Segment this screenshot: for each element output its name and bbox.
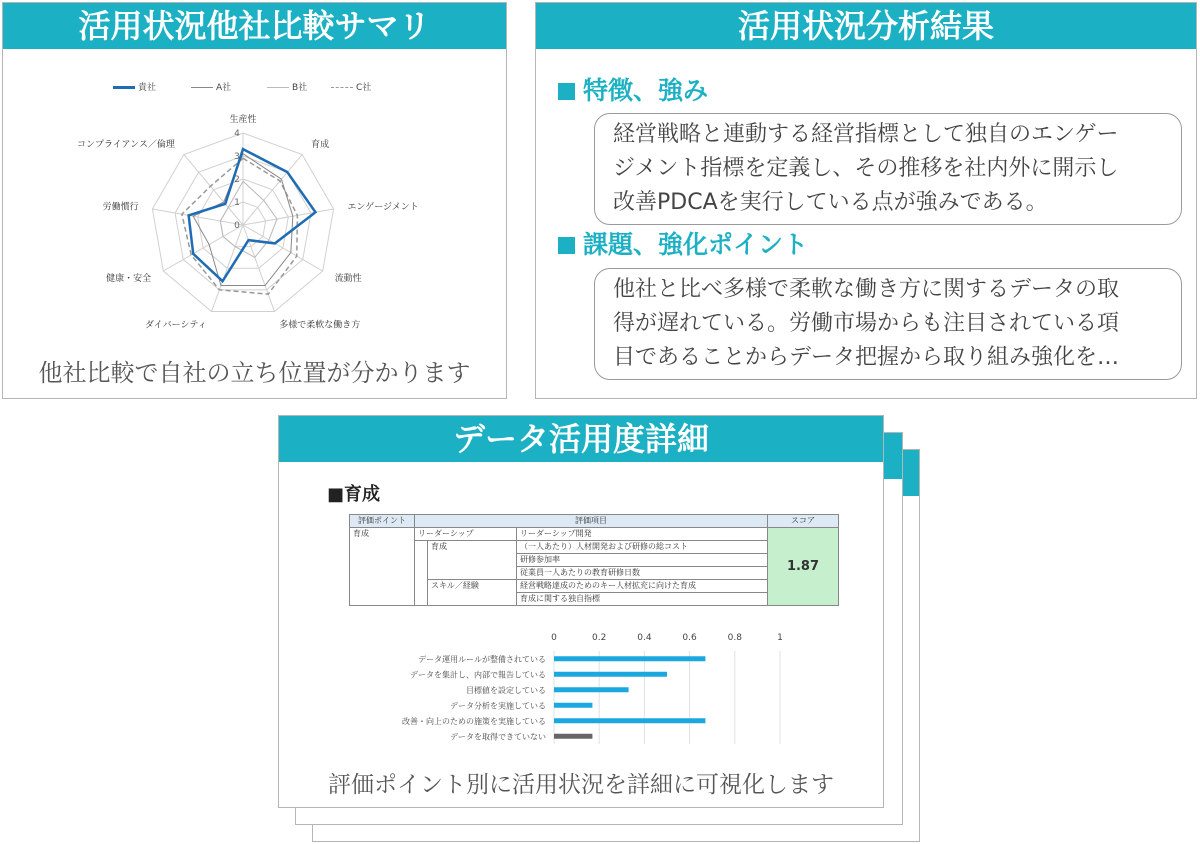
- radar-spoke: [243, 225, 323, 271]
- strengths-line: ジメント指標を定義し、その推移を社内外に開示し: [613, 156, 1119, 181]
- radar-tick-label: 2: [234, 175, 240, 185]
- radar-axis-label: 労働慣行: [102, 202, 139, 213]
- detail-panel: [278, 415, 884, 808]
- summary-caption: 他社比較で自社の立ち位置が分かります: [38, 359, 471, 387]
- bar-tick-label: 0.8: [727, 633, 742, 643]
- table-header: 評価ポイント: [350, 515, 415, 528]
- radar-axis-label: ダイバーシティ: [144, 320, 207, 331]
- bar: [554, 687, 629, 692]
- radar-tick-label: 0: [234, 221, 240, 231]
- legend-item-a: A社: [191, 81, 231, 95]
- bar-category-label: データ分析を実施している: [450, 701, 546, 711]
- summary-title: 活用状況他社比較サマリ: [3, 3, 506, 49]
- detail-caption: 評価ポイント別に活用状況を詳細に可視化します: [328, 772, 834, 798]
- issues-heading: 課題、強化ポイント: [558, 225, 808, 261]
- bar: [554, 656, 705, 661]
- table-header: スコア: [768, 515, 839, 528]
- chart-legend: [3, 81, 506, 97]
- radar-axis-label: 生産性: [229, 115, 257, 125]
- table-row: [350, 541, 839, 554]
- table-cell: 従業員一人あたりの教育研修日数: [517, 567, 768, 580]
- table-row: [350, 567, 839, 580]
- detail-subtitle: ■育成: [327, 484, 381, 505]
- issues-bubble: [594, 268, 1182, 380]
- square-bullet-icon: [558, 83, 575, 100]
- table-cell: 育成: [350, 528, 415, 541]
- issues-line: 得が遅れている。労働市場からも注目されている項: [613, 311, 1120, 336]
- bar-tick-label: 0.4: [637, 633, 652, 643]
- radar-tick-label: 1: [234, 198, 240, 208]
- table-cell: 研修参加率: [517, 554, 768, 567]
- radar-chart: [3, 100, 506, 350]
- bar: [554, 718, 705, 723]
- bar-chart: [299, 631, 859, 761]
- table-row: [350, 554, 839, 567]
- bar-tick-label: 0.6: [682, 633, 697, 643]
- radar-axis-label: エンゲージメント: [347, 202, 419, 213]
- legend-item-c: C社: [331, 81, 371, 95]
- strengths-line: 改善PDCAを実行している点が強みである。: [613, 190, 1048, 215]
- square-bullet-icon: [558, 237, 575, 254]
- strengths-bubble: [594, 113, 1182, 225]
- table-cell: 経営戦略達成のためのキー人材拡充に向けた育成: [517, 580, 768, 593]
- table-header-row: [350, 515, 839, 528]
- legend-item-b: B社: [267, 81, 307, 95]
- table-cell: 育成: [428, 541, 517, 554]
- summary-panel: [2, 2, 507, 399]
- table-cell: （一人あたり）人材開発および研修の総コスト: [517, 541, 768, 554]
- radar-tick-label: 4: [234, 129, 240, 139]
- bar-category-label: データを集計し、内部で報告している: [410, 670, 546, 680]
- radar-axis-label: コンプライアンス／倫理: [77, 139, 175, 150]
- bar: [554, 734, 592, 739]
- score-cell: 1.87: [768, 528, 839, 606]
- radar-axis-label: 多様で柔軟な働き方: [279, 320, 361, 331]
- table-cell: スキル／経験: [428, 580, 517, 593]
- analysis-title: 活用状況分析結果: [536, 3, 1196, 49]
- detail-title: データ活用度詳細: [279, 416, 883, 462]
- bar-category-label: データを取得できていない: [450, 732, 546, 742]
- table-cell: リーダーシップ: [415, 528, 517, 541]
- bar-tick-label: 0.2: [592, 633, 607, 643]
- bar: [554, 703, 592, 708]
- strengths-line: 経営戦略と連動する経営指標として独自のエンゲー: [613, 122, 1119, 147]
- legend-item-own: 貴社: [113, 81, 156, 95]
- table-header: 評価項目: [415, 515, 768, 528]
- bar-tick-label: 1: [777, 633, 783, 643]
- analysis-panel: [535, 2, 1197, 399]
- issues-line: 目であることからデータ把握から取り組み強化を…: [613, 345, 1120, 370]
- bar-category-label: 改善・向上のための施策を実施している: [402, 716, 546, 726]
- radar-axis-label: 流動性: [334, 274, 362, 284]
- radar-axis-label: 育成: [311, 139, 330, 150]
- bar-category-label: 目標値を設定している: [466, 685, 546, 695]
- table-row: [350, 593, 839, 606]
- issues-line: 他社と比べ多様で柔軟な働き方に関するデータの取: [613, 277, 1120, 302]
- radar-axis-label: 健康・安全: [106, 274, 152, 284]
- table-cell: リーダーシップ開発: [517, 528, 768, 541]
- strengths-heading: 特徴、強み: [558, 71, 708, 107]
- radar-spoke: [243, 209, 334, 225]
- bar: [554, 672, 667, 677]
- table-row: [350, 528, 839, 541]
- bar-category-label: データ運用ルールが整備されている: [418, 654, 546, 664]
- table-row: [350, 580, 839, 593]
- table-cell: 育成に関する独自指標: [517, 593, 768, 606]
- evaluation-table: [349, 514, 839, 606]
- radar-tick-label: 3: [234, 152, 240, 162]
- bar-tick-label: 0: [551, 633, 557, 643]
